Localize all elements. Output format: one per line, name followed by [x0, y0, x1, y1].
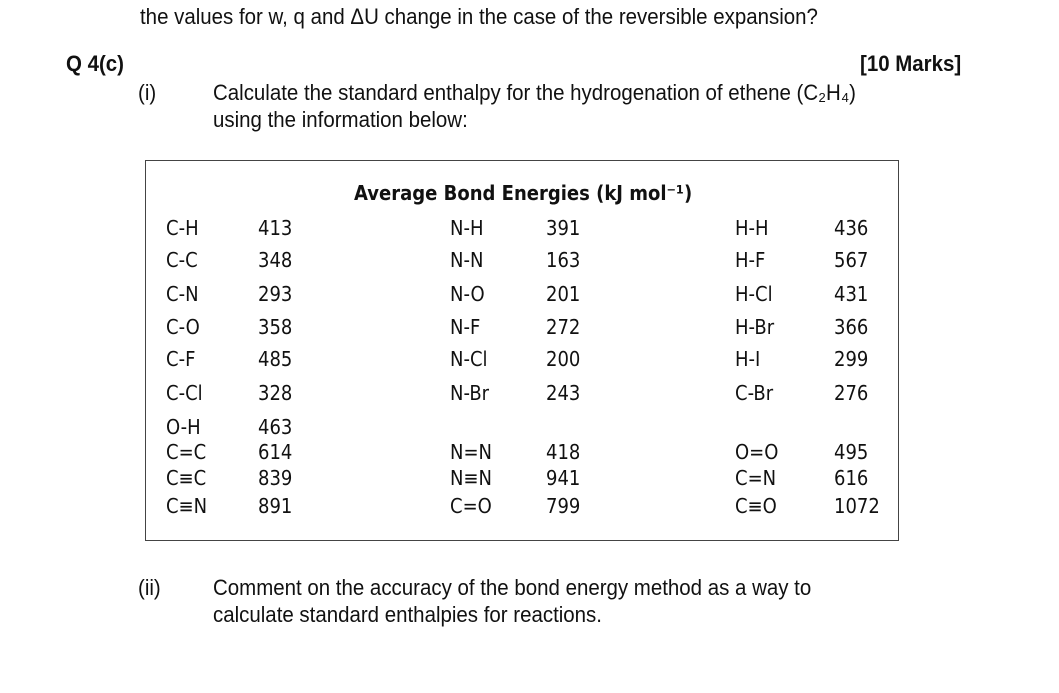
question-marks: [10 Marks]	[860, 51, 962, 76]
bond-energy-value: 243	[546, 381, 581, 405]
bond-energy-value: 328	[258, 381, 293, 405]
bond-label: O-H	[166, 415, 201, 439]
bond-label: N=N	[450, 440, 493, 464]
question-number: Q 4(c)	[66, 51, 124, 76]
bond-energy-value: 200	[546, 347, 581, 371]
bond-energy-value: 941	[546, 466, 581, 490]
table-title: Average Bond Energies (kJ mol⁻¹)	[354, 181, 693, 205]
bond-label: C≡C	[166, 466, 207, 490]
bond-energy-value: 799	[546, 494, 581, 518]
bond-energy-value: 1072	[834, 494, 880, 518]
bond-energy-value: 839	[258, 466, 293, 490]
bond-energy-value: 413	[258, 216, 293, 240]
part-i-text-line1: Calculate the standard enthalpy for the hydrogenation of ethene (C₂H₄)	[213, 80, 856, 105]
bond-energy-value: 299	[834, 347, 869, 371]
part-i-label: (i)	[138, 80, 157, 105]
bond-label: C-H	[166, 216, 199, 240]
bond-label: C-C	[166, 248, 198, 272]
bond-label: C≡O	[735, 494, 777, 518]
bond-label: H-H	[735, 216, 769, 240]
bond-label: C≡N	[166, 494, 208, 518]
bond-energy-value: 891	[258, 494, 293, 518]
bond-energy-value: 348	[258, 248, 293, 272]
bond-energy-table	[145, 160, 899, 541]
bond-label: C-N	[166, 282, 199, 306]
bond-energy-value: 485	[258, 347, 293, 371]
part-i-text-line2: using the information below:	[213, 107, 468, 132]
bond-label: N-O	[450, 282, 485, 306]
part-ii-text-line2: calculate standard enthalpies for reactions.	[213, 602, 602, 627]
bond-energy-value: 358	[258, 315, 293, 339]
bond-label: C=O	[450, 494, 492, 518]
bond-label: N-Br	[450, 381, 490, 405]
previous-question-text: the values for w, q and ΔU change in the case of the reversible expansion?	[140, 4, 818, 29]
part-ii-label: (ii)	[138, 575, 161, 600]
bond-label: N-H	[450, 216, 484, 240]
bond-label: C=N	[735, 466, 777, 490]
part-ii-text-line1: Comment on the accuracy of the bond energy method as a way to	[213, 575, 812, 600]
bond-energy-value: 431	[834, 282, 869, 306]
bond-energy-value: 616	[834, 466, 869, 490]
bond-label: N≡N	[450, 466, 493, 490]
bond-energy-value: 163	[546, 248, 581, 272]
bond-energy-value: 495	[834, 440, 869, 464]
bond-label: N-Cl	[450, 347, 488, 371]
bond-energy-value: 272	[546, 315, 581, 339]
bond-label: C-O	[166, 315, 200, 339]
bond-label: O=O	[735, 440, 779, 464]
bond-label: H-Cl	[735, 282, 773, 306]
bond-label: H-Br	[735, 315, 775, 339]
bond-energy-value: 463	[258, 415, 293, 439]
bond-label: H-I	[735, 347, 761, 371]
bond-energy-value: 366	[834, 315, 869, 339]
bond-label: C=C	[166, 440, 207, 464]
bond-energy-value: 418	[546, 440, 581, 464]
bond-energy-value: 201	[546, 282, 581, 306]
bond-energy-value: 391	[546, 216, 581, 240]
bond-energy-value: 436	[834, 216, 869, 240]
bond-label: N-N	[450, 248, 484, 272]
bond-energy-value: 567	[834, 248, 869, 272]
bond-label: N-F	[450, 315, 481, 339]
bond-label: C-F	[166, 347, 196, 371]
bond-energy-value: 293	[258, 282, 293, 306]
bond-energy-value: 276	[834, 381, 869, 405]
bond-label: C-Br	[735, 381, 774, 405]
bond-energy-value: 614	[258, 440, 293, 464]
bond-label: H-F	[735, 248, 766, 272]
bond-label: C-Cl	[166, 381, 203, 405]
